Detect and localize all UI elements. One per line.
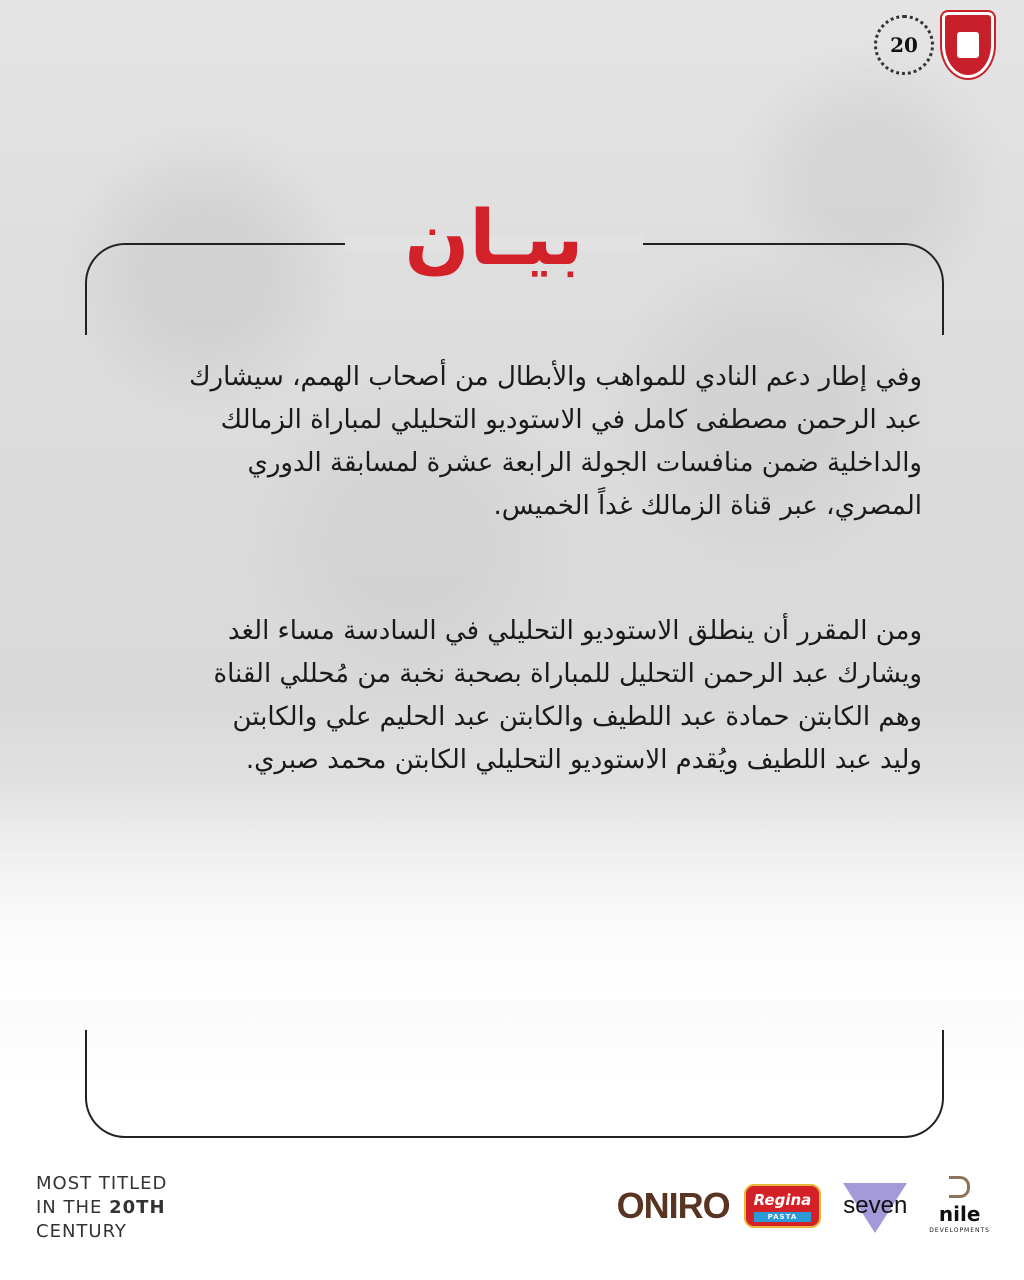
tagline-line-3: CENTURY xyxy=(36,1221,127,1242)
text-line: ويشارك عبد الرحمن التحليل للمباراة بصحبة نخبة من مُحللي القناة xyxy=(213,659,922,689)
regina-text: Regina xyxy=(753,1190,812,1209)
statement-title: بيـان xyxy=(404,193,584,282)
text-line: وفي إطار دعم النادي للمواهب والأبطال من أصحاب الهمم، سيشارك xyxy=(189,362,922,392)
anniversary-wreath-logo xyxy=(874,15,934,75)
background-fade xyxy=(0,780,1024,1000)
paragraph-1 xyxy=(90,356,922,528)
nile-logo xyxy=(929,1176,990,1235)
seven-logo xyxy=(835,1181,915,1231)
regina-logo xyxy=(744,1184,822,1228)
nile-text: nile xyxy=(938,1202,981,1226)
tagline-line-1: MOST TITLED xyxy=(36,1173,168,1194)
seven-text: seven xyxy=(843,1191,908,1219)
text-line: عبد الرحمن مصطفى كامل في الاستوديو التحليلي لمباراة الزمالك xyxy=(220,405,922,435)
nile-mark-icon xyxy=(949,1176,970,1198)
nile-sub: DEVELOPMENTS xyxy=(929,1227,990,1234)
text-line: والداخلية ضمن منافسات الجولة الرابعة عشرة لمسابقة الدوري xyxy=(247,448,922,478)
zamalek-crest-logo xyxy=(942,12,994,78)
tagline-bold: 20TH xyxy=(109,1197,166,1218)
text-line: المصري، عبر قناة الزمالك غداً الخميس. xyxy=(493,491,922,521)
paragraph-2 xyxy=(90,610,922,782)
text-line: وهم الكابتن حمادة عبد اللطيف والكابتن عبد الحليم علي والكابتن xyxy=(232,702,922,732)
regina-sub: PASTA xyxy=(754,1212,812,1222)
tagline-line-2 xyxy=(36,1196,167,1220)
tagline xyxy=(36,1172,167,1244)
oniro-logo: ONIRO xyxy=(616,1184,730,1226)
frame-bottom xyxy=(85,1030,944,1138)
anniversary-number: 20 xyxy=(890,33,918,57)
text-line: وليد عبد اللطيف ويُقدم الاستوديو التحليلي الكابتن محمد صبري. xyxy=(245,745,922,775)
sponsor-logos xyxy=(617,1176,990,1235)
tagline-text: IN THE xyxy=(36,1197,110,1218)
club-logos xyxy=(874,12,994,78)
text-line: ومن المقرر أن ينطلق الاستوديو التحليلي في السادسة مساء الغد xyxy=(227,616,922,646)
